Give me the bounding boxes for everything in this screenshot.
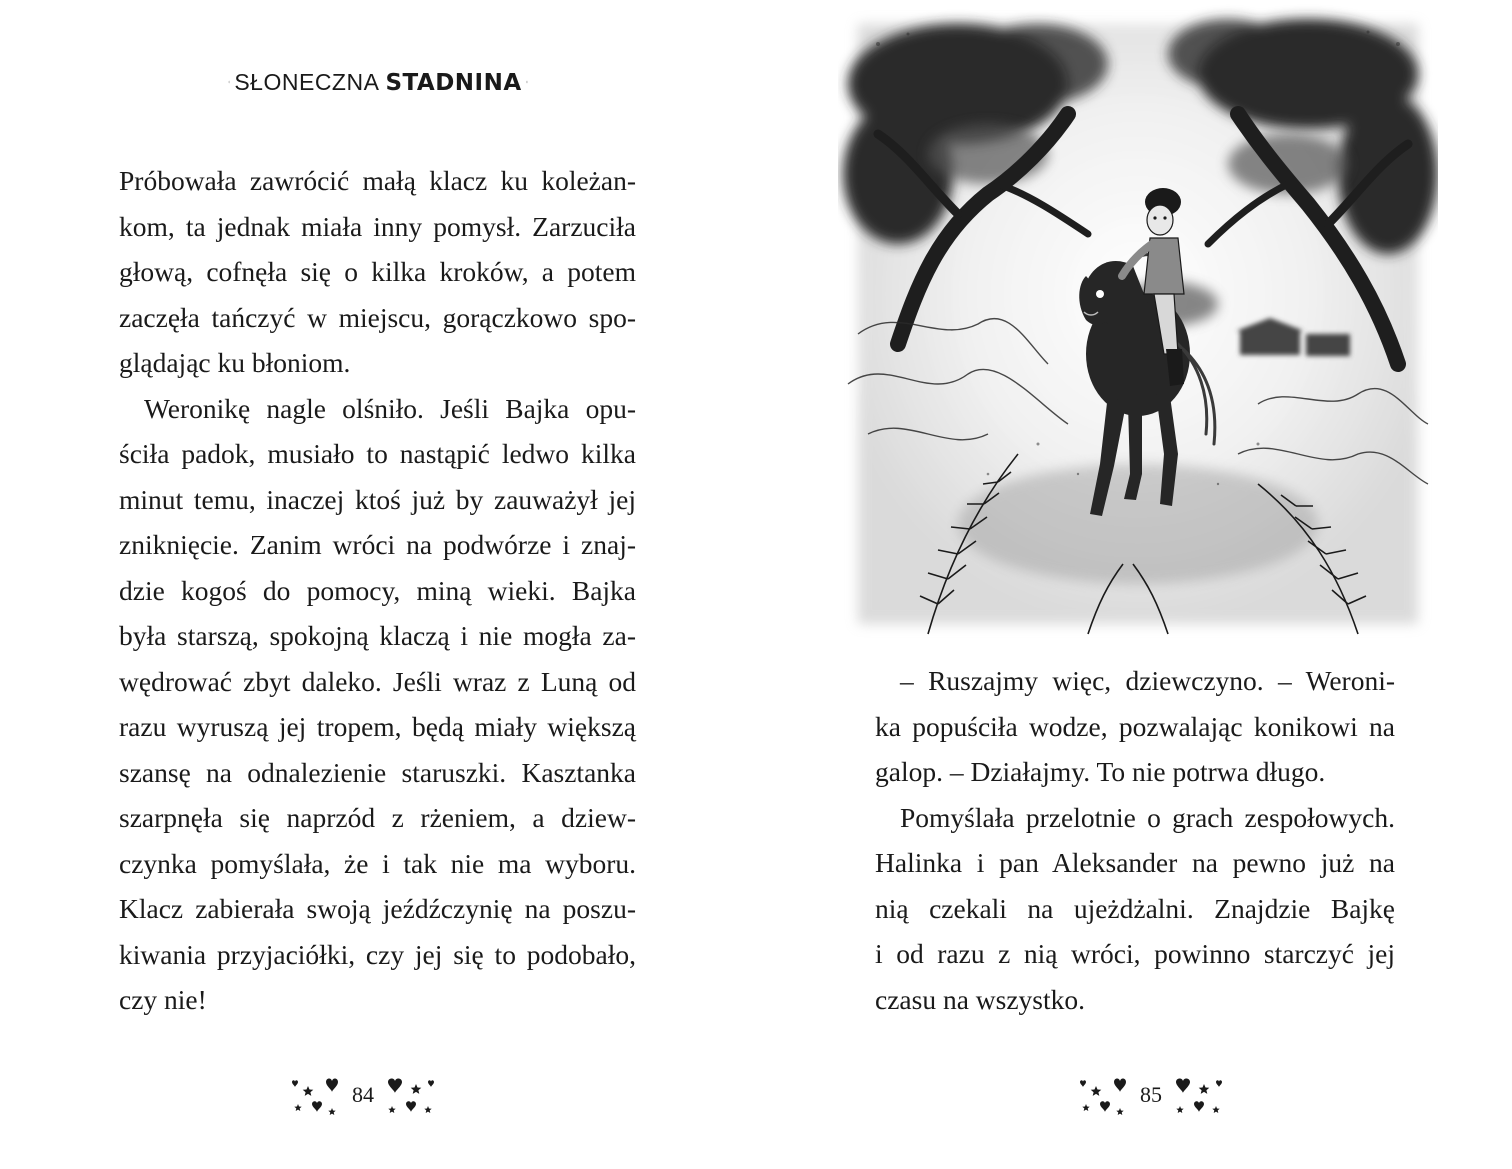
header-title-light: SŁONECZNA [234, 68, 380, 95]
paragraph [875, 658, 1395, 795]
text-line: szansę na odnalezienie staruszki. Kasztanka [119, 756, 636, 788]
burst-right-icon [526, 62, 528, 102]
text-line: dzie kogoś do pomocy, miną wieki. Bajka [119, 574, 636, 606]
text-line: Klacz zabierała swoją jeźdźczynię na poszu- [119, 893, 636, 924]
text-line: czynka pomyślała, że i tak nie ma wyboru. [119, 847, 636, 879]
text-line: była starszą, spokojną klaczą i nie mogła za- [119, 620, 636, 651]
text-line: szarpnęła się naprzód z rżeniem, a dziew- [119, 802, 636, 833]
text-line: zniknięcie. Zanim wróci na podwórze i znaj- [119, 529, 636, 560]
right-body-text [875, 658, 1395, 1022]
right-page [756, 0, 1512, 1169]
text-line: głową, cofnęła się o kilka kroków, a potem [119, 256, 636, 287]
page-number-folio [268, 1070, 458, 1120]
text-line: czasu na wszystko. [875, 983, 1086, 1015]
hearts-stars-left-icon [286, 1070, 344, 1120]
text-line: ka popuściła wodze, pozwalając konikowi na [875, 710, 1395, 742]
text-line: wędrować zbyt daleko. Jeśli wraz z Luną od [119, 665, 636, 697]
text-line: galop. – Działajmy. To nie potrwa długo. [875, 756, 1326, 787]
running-header-title [234, 69, 521, 96]
text-line: Próbowała zawrócić małą klacz ku koleżan- [119, 165, 636, 196]
text-line: – Ruszajmy więc, dziewczyno. – Weroni- [900, 665, 1395, 696]
text-line: i od razu z nią wróci, powinno starczyć jej [875, 938, 1395, 969]
paragraph [875, 795, 1395, 1023]
text-line: kiwania przyjaciółki, czy jej się to podobało, [119, 938, 636, 970]
hearts-stars-right-icon [1170, 1070, 1228, 1120]
text-line: czy nie! [119, 984, 207, 1015]
text-line: Weronikę nagle olśniło. Jeśli Bajka opu- [144, 392, 636, 424]
text-line: ściła padok, musiało to nastąpić ledwo kilka [119, 438, 636, 469]
text-line: minut temu, inaczej ktoś już by zauważył jej [119, 483, 636, 515]
hearts-stars-left-icon [1074, 1070, 1132, 1120]
text-line: glądając ku błoniom. [119, 347, 351, 378]
paragraph [119, 158, 636, 386]
girl-riding-horse-illustration [838, 4, 1438, 640]
running-header [228, 58, 528, 106]
left-body-text [119, 158, 636, 1023]
text-line: nią czekali na ujeżdżalni. Znajdzie Bajkę [875, 892, 1395, 924]
page-number: 85 [1140, 1082, 1162, 1107]
text-line: Pomyślała przelotnie o grach zespołowych. [900, 801, 1395, 833]
hearts-stars-right-icon [382, 1070, 440, 1120]
text-line: kom, ta jednak miała inny pomysł. Zarzuciła [119, 210, 636, 242]
text-line: zaczęła tańczyć w miejscu, gorączkowo spo- [119, 301, 636, 333]
paragraph [119, 386, 636, 1023]
page-number-folio [1056, 1070, 1246, 1120]
header-title-bold: STADNINA [385, 69, 522, 96]
text-line: razu wyruszą jej tropem, będą miały większą [119, 711, 636, 742]
text-line: Halinka i pan Aleksander na pewno już na [875, 847, 1395, 878]
burst-left-icon [228, 62, 230, 102]
page-number: 84 [352, 1082, 374, 1107]
